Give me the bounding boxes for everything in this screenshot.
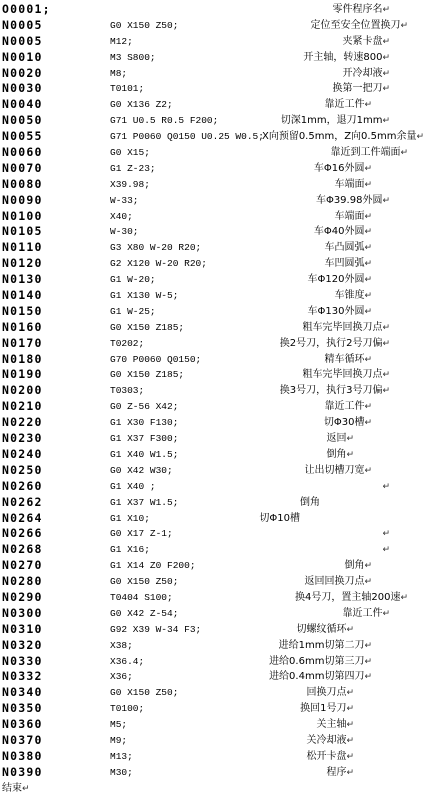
comment [334, 209, 372, 226]
paragraph-mark-icon: ↵ [364, 418, 372, 429]
block-number: N0330 [2, 653, 43, 668]
comment [300, 495, 320, 512]
g-code: G0 X150 Z50; [110, 19, 179, 31]
g-code: G1 X40 W1.5; [110, 448, 179, 460]
comment [324, 399, 372, 416]
comment [303, 50, 390, 67]
g-code: G1 X30 F130; [110, 417, 179, 429]
comment [342, 34, 390, 51]
program-line [0, 129, 430, 145]
paragraph-mark-icon: ↵ [416, 132, 424, 143]
g-code: G0 X150 Z185; [110, 369, 185, 381]
paragraph-mark-icon: ↵ [364, 275, 372, 286]
block-number: N0110 [2, 240, 43, 255]
program-line [0, 272, 430, 288]
comment-text: 松开卡盘 [306, 750, 347, 762]
comment [314, 161, 372, 178]
block-number: N0300 [2, 605, 43, 620]
comment [344, 558, 372, 575]
program-line [0, 495, 430, 511]
g-code: G3 X80 W-20 R20; [110, 242, 202, 254]
comment [269, 669, 372, 686]
comment-text: 回换刀点 [306, 687, 347, 699]
paragraph-mark-icon: ↵ [382, 36, 390, 47]
comment-text: 车Φ39.98外圆 [315, 194, 383, 206]
comment [279, 638, 372, 655]
block-number: N0005 [2, 17, 43, 32]
program-line [0, 240, 430, 256]
comment [326, 765, 354, 782]
g-code: G1 X16; [110, 544, 150, 556]
paragraph-mark-icon: ↵ [364, 656, 372, 667]
comment-text: 车Φ130外圆 [307, 305, 365, 317]
g-code: G2 X120 W-20 R20; [110, 258, 207, 270]
paragraph-mark-icon: ↵ [364, 306, 372, 317]
block-number: N0210 [2, 399, 43, 414]
comment [295, 590, 408, 607]
program-line [0, 511, 430, 527]
g-code: G0 X42 W30; [110, 464, 173, 476]
program-line [0, 701, 430, 717]
paragraph-mark-icon: ↵ [346, 704, 354, 715]
comment-text: 关冷却液 [306, 734, 347, 746]
block-number: N0240 [2, 446, 43, 461]
block-number: N0350 [2, 701, 43, 716]
program-line [0, 733, 430, 749]
comment-text: 车Φ40外圆 [313, 226, 365, 238]
paragraph-mark-icon: ↵ [364, 179, 372, 190]
g-code: G0 X42 Z-54; [110, 607, 179, 619]
comment-text: 车Φ16外圆 [313, 162, 365, 174]
block-number: N0020 [2, 65, 43, 80]
paragraph-mark-icon: ↵ [346, 720, 354, 731]
block-number: N0160 [2, 319, 43, 334]
comment-text: 粗车完毕回换刀点 [302, 321, 383, 333]
g-code: M8; [110, 67, 128, 79]
block-number: N0260 [2, 478, 43, 493]
comment-text: 定位至安全位置换刀 [310, 19, 401, 31]
block-number: N0050 [2, 113, 43, 128]
comment [280, 383, 390, 400]
paragraph-mark-icon: ↵ [364, 640, 372, 651]
program-line [0, 447, 430, 463]
comment [324, 415, 372, 432]
g-code: X39.98; [110, 178, 150, 190]
paragraph-mark-icon: ↵ [364, 227, 372, 238]
program-line [0, 717, 430, 733]
comment-text: 进给1mm切第二刀 [278, 639, 365, 651]
comment [302, 367, 390, 384]
paragraph-mark-icon: ↵ [382, 481, 390, 492]
paragraph-mark-icon: ↵ [400, 592, 408, 603]
g-code: G0 X150 Z50; [110, 687, 179, 699]
program-line [0, 81, 430, 97]
block-number: N0130 [2, 272, 43, 287]
block-number: N0080 [2, 176, 43, 191]
comment-text: 靠近工件 [324, 99, 365, 111]
comment-text: 夹紧卡盘 [342, 35, 383, 47]
paragraph-mark-icon: ↵ [382, 52, 390, 63]
comment [326, 447, 354, 464]
paragraph-mark-icon: ↵ [364, 259, 372, 270]
block-number: N0220 [2, 415, 43, 430]
paragraph-mark-icon: ↵ [346, 624, 354, 635]
g-code: T0101; [110, 83, 145, 95]
block-number: N0370 [2, 732, 43, 747]
comment [324, 240, 372, 257]
program-line [0, 97, 430, 113]
comment-text: 车Φ120外圆 [307, 274, 365, 286]
comment [300, 701, 354, 718]
g-code: G1 W-20; [110, 274, 156, 286]
g-code: X36.4; [110, 655, 145, 667]
comment [332, 2, 390, 19]
comment-text: 切Φ30槽 [323, 417, 365, 429]
comment [334, 177, 372, 194]
g-code: T0303; [110, 385, 145, 397]
program-line [0, 431, 430, 447]
paragraph-mark-icon: ↵ [346, 735, 354, 746]
block-number: N0266 [2, 526, 43, 541]
program-line [0, 606, 430, 622]
g-code: G1 Z-23; [110, 162, 156, 174]
block-number: O0001; [2, 2, 51, 16]
comment-text: 车端面 [334, 210, 365, 222]
g-code: G0 X150 Z185; [110, 321, 185, 333]
comment-text: X向预留0.5mm，Z向0.5mm余量 [261, 131, 417, 143]
g-code: G1 X130 W-5; [110, 290, 179, 302]
g-code: G1 X37 W1.5; [110, 496, 179, 508]
program-line [0, 145, 430, 161]
paragraph-mark-icon: ↵ [364, 354, 372, 365]
block-number: N0030 [2, 81, 43, 96]
program-line [0, 558, 430, 574]
program-line [0, 638, 430, 654]
comment-text: 倒角 [300, 496, 320, 508]
comment-text: 换4号刀，置主轴200速 [295, 591, 401, 603]
g-code: T0202; [110, 337, 145, 349]
g-code: X36; [110, 671, 133, 683]
program-line [0, 399, 430, 415]
program-line [0, 113, 430, 129]
g-code: T0404 S100; [110, 591, 173, 603]
comment-text: 车凸圆弧 [324, 242, 365, 254]
comment-text: 换第一把刀 [332, 83, 383, 95]
program-line [0, 574, 430, 590]
program-line [0, 383, 430, 399]
paragraph-mark-icon: ↵ [400, 148, 408, 159]
paragraph-mark-icon: ↵ [382, 68, 390, 79]
g-code: G1 X40 ; [110, 480, 156, 492]
block-number: N0390 [2, 764, 43, 779]
paragraph-mark-icon: ↵ [364, 402, 372, 413]
g-code: T0100; [110, 703, 145, 715]
paragraph-mark-icon: ↵ [364, 672, 372, 683]
paragraph-mark-icon: ↵ [382, 529, 390, 540]
comment [304, 463, 372, 480]
comment [316, 193, 390, 210]
g-code: G1 W-25; [110, 305, 156, 317]
comment [307, 272, 372, 289]
paragraph-mark-icon: ↵ [382, 338, 390, 349]
comment [314, 224, 372, 241]
program-line [0, 479, 430, 495]
g-code: G0 X136 Z2; [110, 99, 173, 111]
comment-text: 返回 [326, 433, 347, 445]
program-line [0, 304, 430, 320]
comment-text: 进给0.4mm切第四刀 [269, 671, 365, 683]
comment-text: 粗车完毕回换刀点 [302, 369, 383, 381]
g-code: M12; [110, 35, 133, 47]
block-number: N0360 [2, 717, 43, 732]
block-number: N0100 [2, 208, 43, 223]
program-line [0, 685, 430, 701]
block-number: N0264 [2, 510, 43, 525]
g-code: G70 P0060 Q0150; [110, 353, 202, 365]
paragraph-mark-icon: ↵ [364, 291, 372, 302]
paragraph-mark-icon: ↵ [364, 211, 372, 222]
paragraph-mark-icon: ↵ [364, 243, 372, 254]
block-number: N0090 [2, 192, 43, 207]
g-code: G1 X10; [110, 512, 150, 524]
comment [306, 685, 354, 702]
g-code: G71 U0.5 R0.5 F200; [110, 115, 219, 127]
paragraph-mark-icon: ↵ [382, 195, 390, 206]
program-line [0, 415, 430, 431]
program-line [0, 66, 430, 82]
comment-text: 切螺纹循环 [296, 623, 347, 635]
comment [334, 288, 372, 305]
comment [296, 622, 354, 639]
comment [316, 717, 354, 734]
comment [306, 749, 354, 766]
comment-text: 倒角 [326, 448, 347, 460]
block-number: N0005 [2, 33, 43, 48]
comment-text: 倒角 [344, 560, 365, 572]
block-number: N0280 [2, 574, 43, 589]
g-code: M3 S800; [110, 51, 156, 63]
comment [306, 733, 354, 750]
g-code: X38; [110, 639, 133, 651]
comment-text: 车端面 [334, 178, 365, 190]
comment-text: 精车循环 [324, 353, 365, 365]
g-code: W-33; [110, 194, 139, 206]
comment-text: 让出切槽刀宽 [304, 464, 365, 476]
end-label: 结束 [2, 782, 22, 794]
comment [382, 479, 390, 496]
paragraph-mark-icon: ↵ [364, 561, 372, 572]
comment-text: 进给0.6mm切第三刀 [269, 655, 365, 667]
block-number: N0010 [2, 49, 43, 64]
block-number: N0150 [2, 303, 43, 318]
block-number: N0230 [2, 431, 43, 446]
block-number: N0380 [2, 748, 43, 763]
program-line [0, 256, 430, 272]
paragraph-mark-icon: ↵ [382, 84, 390, 95]
program-line [0, 18, 430, 34]
g-code: G71 P0060 Q0150 U0.25 W0.5; [110, 131, 264, 143]
program-line [0, 590, 430, 606]
block-number: N0200 [2, 383, 43, 398]
g-code: M9; [110, 734, 128, 746]
paragraph-mark-icon: ↵ [346, 449, 354, 460]
comment [382, 542, 390, 559]
paragraph-mark-icon: ↵ [382, 370, 390, 381]
program-line [0, 526, 430, 542]
block-number: N0055 [2, 129, 43, 144]
program-line [0, 320, 430, 336]
g-code: G0 X17 Z-1; [110, 528, 173, 540]
g-code: G92 X39 W-34 F3; [110, 623, 202, 635]
paragraph-mark-icon: ↵ [364, 100, 372, 111]
comment-text: 切深1mm，退刀1mm [280, 115, 383, 127]
block-number: N0040 [2, 97, 43, 112]
program-line [0, 177, 430, 193]
program-line [0, 622, 430, 638]
block-number: N0320 [2, 637, 43, 652]
block-number: N0262 [2, 494, 43, 509]
block-number: N0120 [2, 256, 43, 271]
paragraph-mark-icon: ↵ [364, 465, 372, 476]
block-number: N0290 [2, 589, 43, 604]
comment-text: 换3号刀，执行3号刀偏 [279, 385, 383, 397]
paragraph-mark-icon: ↵ [346, 688, 354, 699]
comment-text: 车锥度 [334, 290, 365, 302]
program-line [0, 367, 430, 383]
paragraph-mark-icon: ↵ [22, 783, 30, 794]
comment [310, 18, 408, 35]
comment [324, 97, 372, 114]
paragraph-mark-icon: ↵ [382, 5, 390, 15]
paragraph-mark-icon: ↵ [382, 116, 390, 127]
block-number: N0268 [2, 542, 43, 557]
comment [342, 66, 390, 83]
program-line [0, 463, 430, 479]
comment-text: 开冷却液 [342, 67, 383, 79]
comment [330, 145, 408, 162]
comment [382, 526, 390, 543]
comment [259, 511, 300, 528]
block-number: N0250 [2, 462, 43, 477]
comment [281, 113, 390, 130]
comment-text: 程序 [326, 766, 347, 778]
comment-text: 关主轴 [316, 719, 347, 731]
paragraph-mark-icon: ↵ [346, 751, 354, 762]
paragraph-mark-icon: ↵ [400, 20, 408, 31]
comment-text: 靠近工件 [342, 607, 383, 619]
comment [324, 256, 372, 273]
comment-text: 返回回换刀点 [304, 576, 365, 588]
comment [342, 606, 390, 623]
block-number: N0340 [2, 685, 43, 700]
comment [262, 129, 424, 146]
comment [332, 81, 390, 98]
block-number: N0332 [2, 669, 43, 684]
g-code: G0 X150 Z50; [110, 576, 179, 588]
comment [307, 304, 372, 321]
paragraph-mark-icon: ↵ [382, 608, 390, 619]
end-line [0, 781, 430, 797]
g-code: W-30; [110, 226, 139, 238]
g-code: G0 X15; [110, 147, 150, 159]
comment [324, 352, 372, 369]
block-number: N0170 [2, 335, 43, 350]
program-line [0, 2, 430, 18]
g-code: G1 X14 Z0 F200; [110, 560, 196, 572]
comment-text: 切Φ10槽 [259, 512, 300, 524]
block-number: N0140 [2, 288, 43, 303]
g-code: G0 Z-56 X42; [110, 401, 179, 413]
g-code: X40; [110, 210, 133, 222]
end-label-wrap [2, 781, 30, 798]
comment-text: 开主轴，转速800 [303, 51, 383, 63]
program-line [0, 749, 430, 765]
program-line [0, 50, 430, 66]
paragraph-mark-icon: ↵ [364, 577, 372, 588]
paragraph-mark-icon: ↵ [346, 434, 354, 445]
comment-text: 换2号刀，执行2号刀偏 [279, 337, 383, 349]
program-line [0, 765, 430, 781]
g-code: M5; [110, 719, 128, 731]
paragraph-mark-icon: ↵ [382, 322, 390, 333]
program-line [0, 161, 430, 177]
paragraph-mark-icon: ↵ [364, 163, 372, 174]
program-line [0, 224, 430, 240]
comment [326, 431, 354, 448]
paragraph-mark-icon: ↵ [382, 545, 390, 556]
comment [304, 574, 372, 591]
block-number: N0105 [2, 224, 43, 239]
block-number: N0180 [2, 351, 43, 366]
program-line [0, 336, 430, 352]
program-line [0, 34, 430, 50]
comment-text: 靠近到工件端面 [330, 147, 401, 159]
program-line [0, 193, 430, 209]
block-number: N0270 [2, 558, 43, 573]
program-line [0, 542, 430, 558]
block-number: N0070 [2, 160, 43, 175]
comment [269, 654, 372, 671]
comment-text: 靠近工件 [324, 401, 365, 413]
program-line [0, 352, 430, 368]
program-line [0, 669, 430, 685]
paragraph-mark-icon: ↵ [346, 767, 354, 778]
g-code: M13; [110, 750, 133, 762]
block-number: N0060 [2, 145, 43, 160]
program-line [0, 209, 430, 225]
paragraph-mark-icon: ↵ [382, 386, 390, 397]
block-number: N0190 [2, 367, 43, 382]
g-code: G1 X37 F300; [110, 433, 179, 445]
program-line [0, 654, 430, 670]
program-line [0, 288, 430, 304]
g-code: M30; [110, 766, 133, 778]
comment-text: 零件程序名 [332, 4, 383, 15]
comment-text: 车凹圆弧 [324, 258, 365, 270]
comment-text: 换回1号刀 [300, 703, 347, 715]
comment [302, 320, 390, 337]
comment [280, 336, 390, 353]
block-number: N0310 [2, 621, 43, 636]
